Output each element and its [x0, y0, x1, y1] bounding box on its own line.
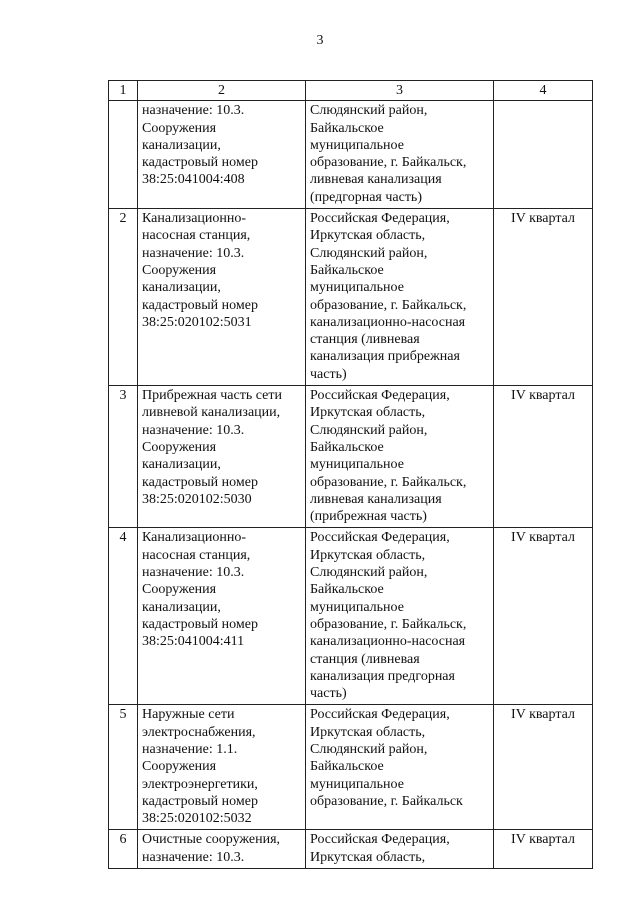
object-address-cell	[306, 101, 494, 209]
table-row	[109, 830, 593, 869]
header-col-2: 2	[138, 81, 306, 101]
page-number: 3	[316, 33, 324, 48]
quarter-cell: IV квартал	[494, 705, 593, 830]
object-address-cell	[306, 705, 494, 830]
table-row	[109, 528, 593, 705]
object-name-cell	[138, 528, 306, 705]
row-number: 4	[109, 528, 138, 705]
quarter-cell: IV квартал	[494, 386, 593, 528]
header-col-4: 4	[494, 81, 593, 101]
object-address: Российская Федерация, Иркутская область,	[310, 832, 450, 865]
object-name: Наружные сети электроснабжения, назначение: 1.1. Сооружения электроэнергетики, кадастровый номер 38:25:020102:5032	[142, 707, 258, 827]
object-address-cell	[306, 209, 494, 386]
table-row	[109, 386, 593, 528]
row-number	[109, 101, 138, 209]
quarter-cell: IV квартал	[494, 830, 593, 869]
object-name-cell	[138, 209, 306, 386]
row-number: 2	[109, 209, 138, 386]
table-row	[109, 209, 593, 386]
quarter-cell: IV квартал	[494, 209, 593, 386]
object-address-cell	[306, 830, 494, 869]
object-name: Канализационно- насосная станция, назначение: 10.3. Сооружения канализации, кадастровый номер 38:25:041004:411	[142, 530, 258, 650]
header-col-1: 1	[109, 81, 138, 101]
table-header	[109, 81, 593, 101]
object-address-cell	[306, 528, 494, 705]
object-name-cell	[138, 830, 306, 869]
header-col-3: 3	[306, 81, 494, 101]
object-address: Российская Федерация, Иркутская область, Слюдянский район, Байкальское муниципальное образование, г. Байкальск, канализационно-насосная станция (ливневая канализация предгорная часть)	[310, 530, 467, 702]
object-name: Очистные сооружения, назначение: 10.3.	[142, 832, 281, 865]
header-row	[109, 81, 593, 101]
object-name-cell	[138, 386, 306, 528]
objects-table	[108, 80, 593, 869]
object-name-cell	[138, 101, 306, 209]
object-address: Российская Федерация, Иркутская область, Слюдянский район, Байкальское муниципальное образование, г. Байкальск, ливневая канализация (прибрежная часть)	[310, 388, 467, 525]
object-name-cell	[138, 705, 306, 830]
object-name: назначение: 10.3. Сооружения канализации, кадастровый номер 38:25:041004:408	[142, 103, 258, 188]
table-body	[109, 101, 593, 869]
object-address: Российская Федерация, Иркутская область, Слюдянский район, Байкальское муниципальное образование, г. Байкальск	[310, 707, 463, 809]
table-row	[109, 101, 593, 209]
object-address: Слюдянский район, Байкальское муниципальное образование, г. Байкальск, ливневая канализация (предгорная часть)	[310, 103, 467, 205]
quarter-cell: IV квартал	[494, 528, 593, 705]
table-row	[109, 705, 593, 830]
row-number: 5	[109, 705, 138, 830]
row-number: 3	[109, 386, 138, 528]
object-name: Канализационно- насосная станция, назначение: 10.3. Сооружения канализации, кадастровый номер 38:25:020102:5031	[142, 211, 258, 330]
quarter-cell	[494, 101, 593, 209]
row-number: 6	[109, 830, 138, 869]
object-name: Прибрежная часть сети ливневой канализации, назначение: 10.3. Сооружения канализации, кадастровый номер 38:25:020102:5030	[142, 388, 282, 507]
object-address: Российская Федерация, Иркутская область, Слюдянский район, Байкальское муниципальное образование, г. Байкальск, канализационно-насосная станция (ливневая канализация прибрежная часть)	[310, 211, 467, 382]
object-address-cell	[306, 386, 494, 528]
